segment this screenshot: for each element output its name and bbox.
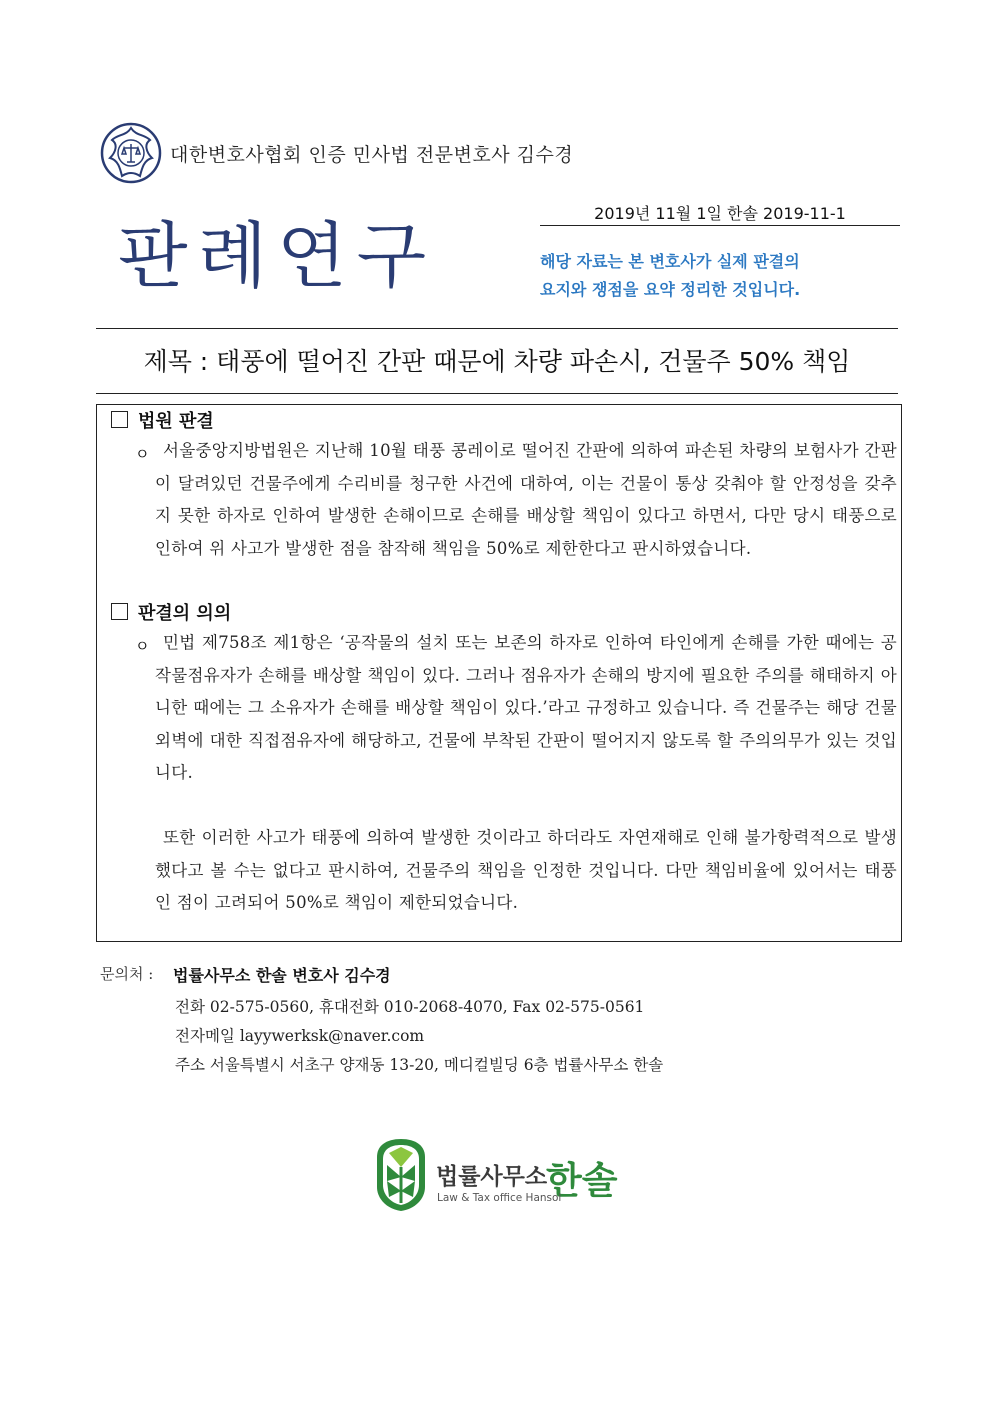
divider (96, 393, 898, 394)
leaf-shield-icon (375, 1137, 427, 1213)
divider (96, 328, 898, 329)
ruling-paragraph: 서울중앙지방법원은 지난해 10월 태풍 콩레이로 떨어진 간판에 의하여 파손된 차량의 보험사가 간판이 달려있던 건물주에게 수리비를 청구한 사건에 대하여, 이는 건물이 통상 갖춰야 할 안정성을 갖추지 못한 하자로 인하여 발생한 손해이므로 손해를 배상할 책임이 있다고 하면서, 다만 당시 태풍으로 인하여 위 사고가 발생한 점을 참작해 책임을 50%로 제한한다고 판시하였습니다. (155, 441, 897, 558)
significance-paragraph-1: 민법 제758조 제1항은 ‘공작물의 설치 또는 보존의 하자로 인하여 타인에게 손해를 가한 때에는 공작물점유자가 손해를 배상할 책임이 있다. 그러나 점유자가 손해의 방지에 필요한 주의를 해태하지 아니한 때에는 그 소유자가 손해를 배상할 책임이 있다.’라고 규정하고 있습니다. 즉 건물주는 해당 건물 외벽에 대한 직접점유자에 해당하고, 건물에 부착된 간판이 떨어지지 않도록 할 주의의무가 있는 것입니다. (155, 633, 897, 782)
contact-email: 전자메일 layywerksk@naver.com (175, 1027, 425, 1045)
bullet-icon: ㅇ (135, 445, 150, 463)
subject-heading: 제목 : 태풍에 떨어진 간판 때문에 차량 파손시, 건물주 50% 책임 (143, 347, 851, 376)
certification-text: 대한변호사협회 인증 민사법 전문변호사 김수경 (170, 144, 574, 166)
section-heading-label: 법원 판결 (138, 411, 214, 432)
significance-paragraph-2: 또한 이러한 사고가 태풍에 의하여 발생한 것이라고 하더라도 자연재해로 인해 불가항력적으로 발생했다고 볼 수는 없다고 판시하여, 건물주의 책임을 인정한 것입니다. 다만 책임비율에 있어서는 태풍인 점이 고려되어 50%로 책임이 제한되었습니다. (155, 828, 897, 912)
section-heading-significance (111, 599, 231, 625)
content-box (96, 404, 902, 942)
contact-name: 법률사무소 한솔 변호사 김수경 (173, 966, 391, 985)
notice-line-1: 해당 자료는 본 변호사가 실제 판결의 (540, 252, 800, 271)
notice-line-2: 요지와 쟁점을 요약 정리한 것입니다. (540, 280, 801, 299)
checkbox-square-icon (111, 603, 128, 620)
dateline: 2019년 11월 1일 한솔 2019-11-1 (540, 201, 900, 226)
checkbox-square-icon (111, 411, 128, 428)
section-heading-label: 판결의 의의 (138, 603, 232, 624)
contact-label: 문의처 : (100, 965, 154, 983)
page-title: 판례연구 (118, 214, 437, 298)
logo-name: 한솔 (546, 1159, 618, 1202)
contact-phone: 전화 02-575-0560, 휴대전화 010-2068-4070, Fax 02-575-0561 (175, 998, 645, 1016)
contact-address: 주소 서울특별시 서초구 양재동 13-20, 메디컬빌딩 6층 법률사무소 한솔 (175, 1056, 664, 1074)
bar-association-emblem-icon (100, 122, 162, 184)
logo-english-text: Law & Tax office Hansol (437, 1192, 562, 1204)
section-heading-ruling (111, 407, 214, 433)
notice-text (500, 248, 900, 304)
logo-korean-text: 법률사무소 (436, 1164, 548, 1190)
bullet-icon: ㅇ (135, 637, 150, 655)
